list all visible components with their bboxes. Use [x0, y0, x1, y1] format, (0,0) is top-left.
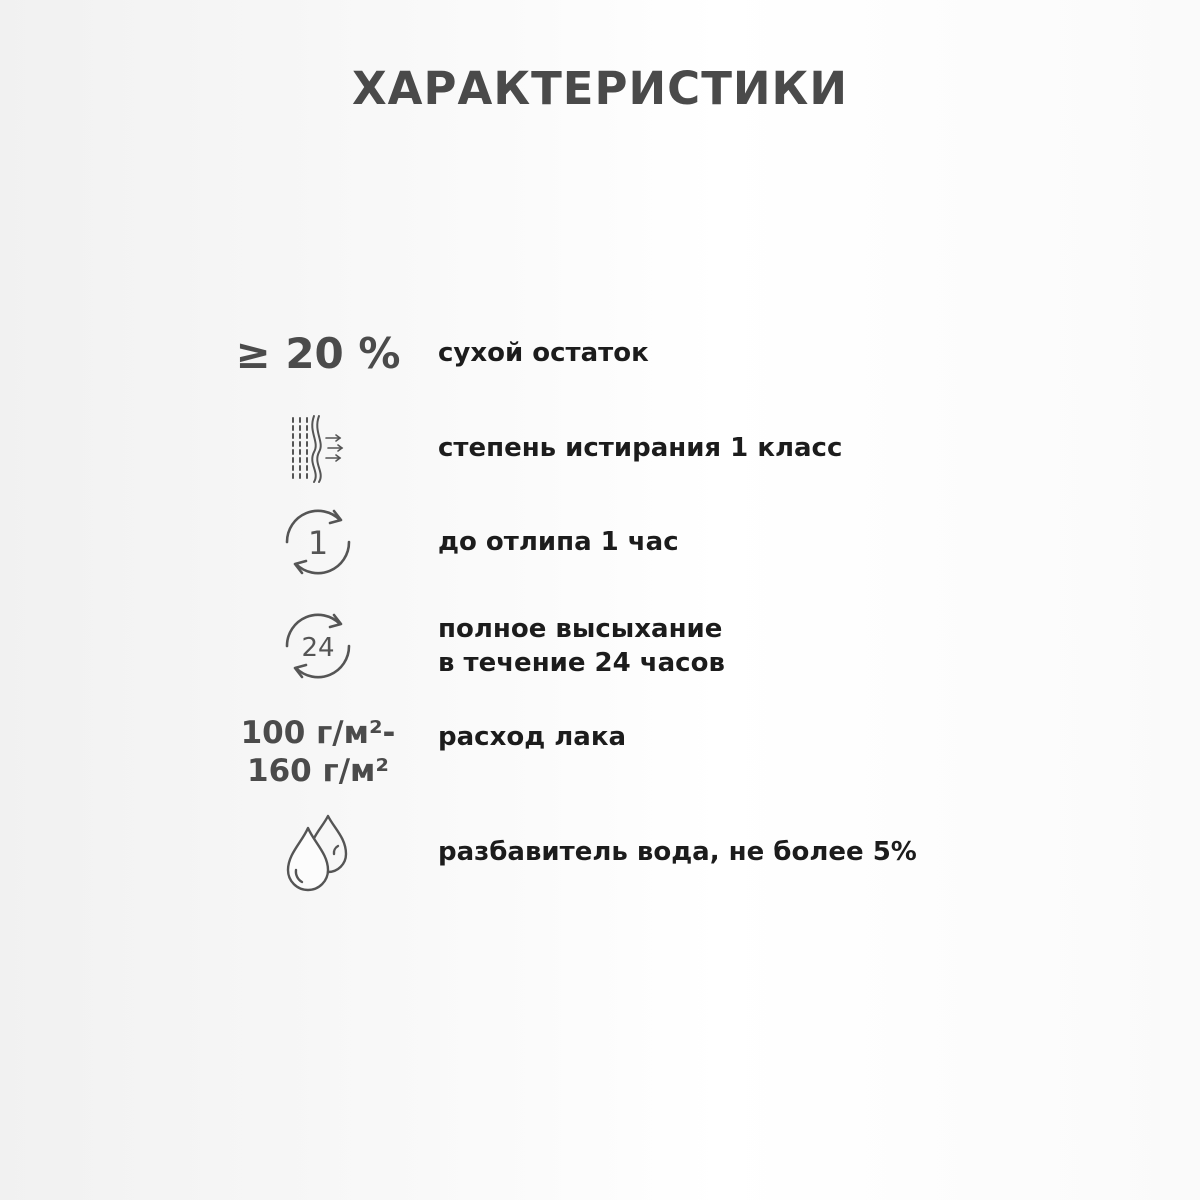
spec-row-full-drying: [0, 596, 1200, 696]
consumption-value: [241, 714, 396, 790]
cycle-1-icon: [278, 502, 358, 582]
cycle-1-icon-text: 1: [307, 524, 329, 562]
cycle-24-icon-cell: [220, 596, 416, 696]
abrasion-label-text: степень истирания 1 класс: [438, 433, 843, 463]
tack-free-label: [438, 492, 679, 592]
abrasion-icon: [288, 408, 348, 488]
consumption-label-text: расход лака: [438, 722, 627, 752]
water-drops-icon: [278, 810, 358, 900]
consumption-value-line1: 100 г/м²-: [240, 715, 396, 751]
full-drying-label-line1: полное высыхание: [438, 614, 723, 644]
tack-free-label-text: до отлипа 1 час: [438, 527, 679, 557]
spec-row-consumption: [0, 700, 1200, 790]
dry-residue-label: [438, 303, 649, 403]
cycle-24-icon-text: 24: [301, 633, 335, 663]
water-drops-icon-cell: [220, 805, 416, 905]
cycle-1-icon-cell: [220, 492, 416, 592]
consumption-label: [438, 700, 626, 810]
full-drying-label-line2: в течение 24 часов: [438, 648, 725, 678]
consumption-value-cell: [220, 700, 416, 790]
dry-residue-label-text: сухой остаток: [438, 338, 649, 368]
consumption-value-line2: 160 г/м²: [247, 753, 389, 789]
spec-row-dry-residue: [0, 303, 1200, 403]
spec-row-tack-free: [0, 492, 1200, 592]
thinner-label: [438, 805, 917, 935]
abrasion-label: [438, 398, 842, 498]
abrasion-icon-cell: [220, 398, 416, 498]
thinner-label-text: разбавитель вода, не более 5%: [438, 837, 917, 867]
dry-residue-value: ≥ 20 %: [235, 328, 401, 378]
spec-row-thinner: [0, 805, 1200, 905]
full-drying-label: [438, 596, 725, 696]
page-title: ХАРАКТЕРИСТИКИ: [351, 62, 848, 115]
spec-row-abrasion: [0, 398, 1200, 498]
cycle-24-icon: [278, 606, 358, 686]
dry-residue-value-cell: [220, 303, 416, 403]
